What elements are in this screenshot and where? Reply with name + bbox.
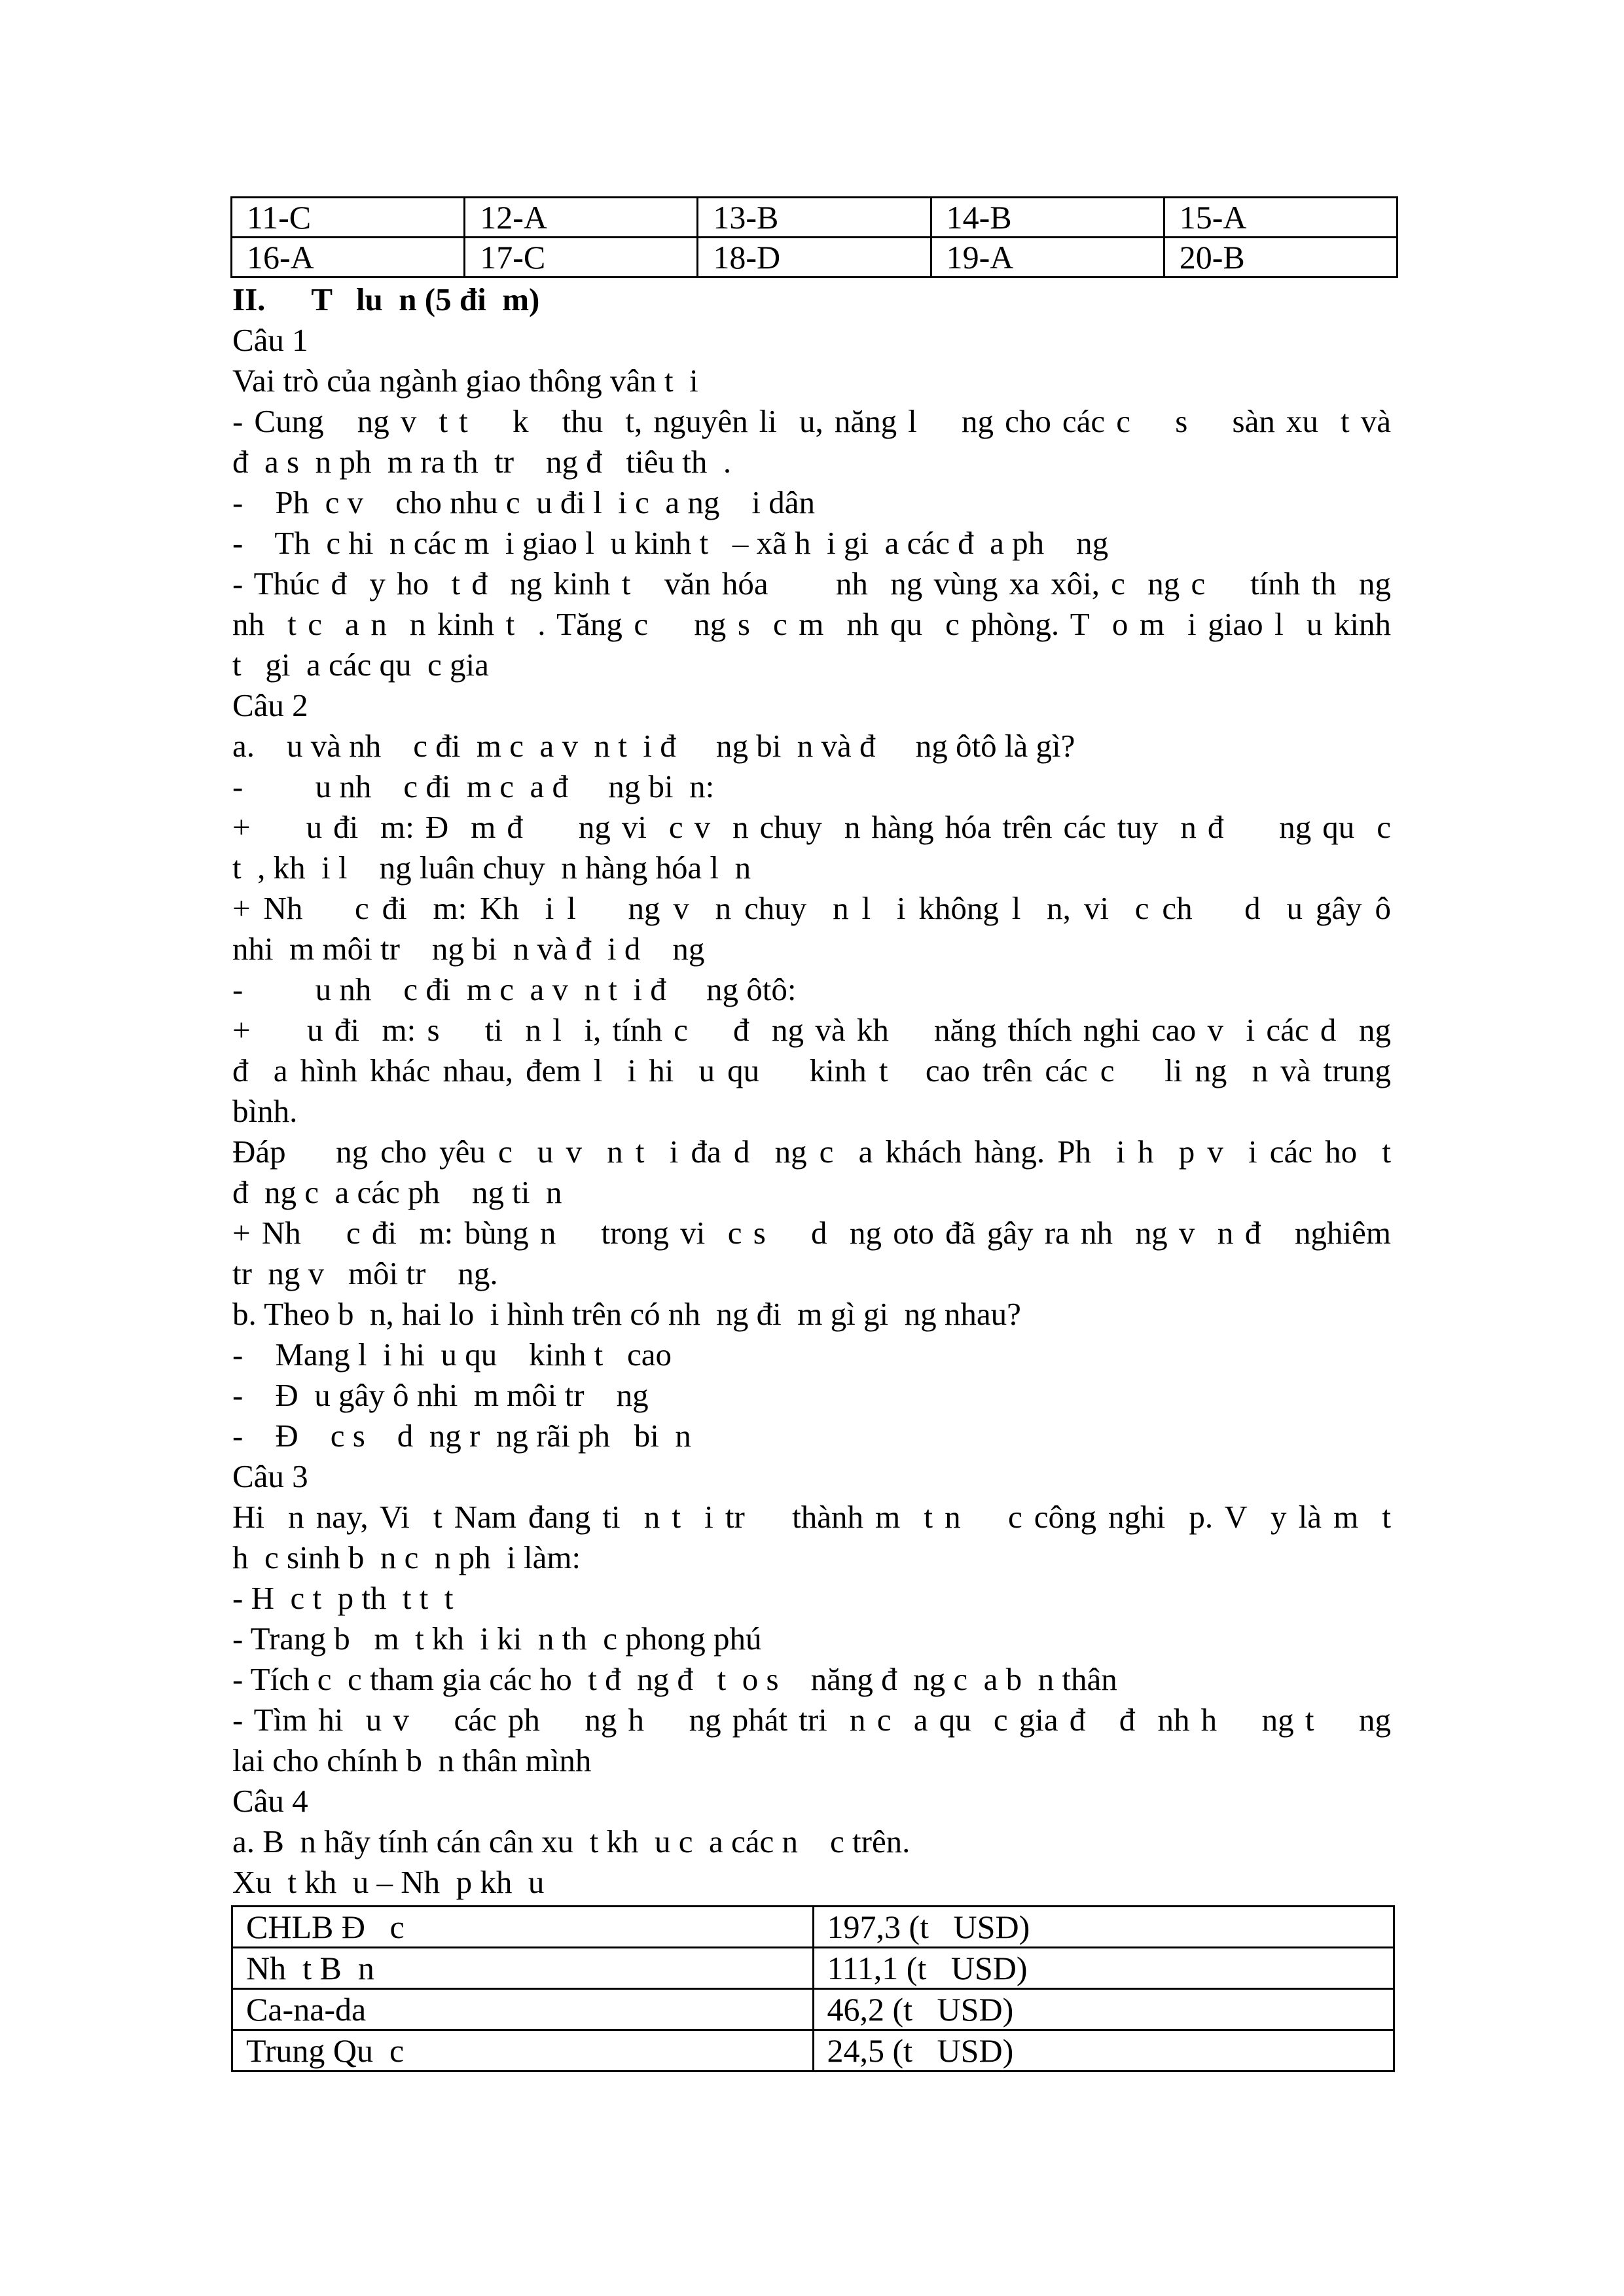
text-line: t gi a các qu c gia (232, 647, 489, 683)
answer-cell: 20-B (1164, 238, 1397, 278)
text-line: - Thúc đ y ho t đ ng kinh t văn hóa nh ng vùng xa xôi, c ng c tính th ng (232, 565, 1391, 601)
text-line: - H c t p th t t t (232, 1580, 454, 1616)
answer-cell: 18-D (698, 238, 931, 278)
section-number: II. (232, 281, 266, 317)
text-line: - Trang b m t kh i ki n th c phong phú (232, 1621, 762, 1657)
text-line: tr ng v môi tr ng. (232, 1255, 498, 1291)
value-cell: 46,2 (t USD) (813, 1989, 1394, 2030)
section-heading (232, 279, 1391, 320)
country-cell: Trung Qu c (232, 2030, 814, 2072)
text-line: Câu 2 (232, 687, 308, 723)
text-line: + u đi m: s ti n l i, tính c đ ng và kh năng thích nghi cao v i các d ng (232, 1012, 1391, 1048)
text-line: Câu 1 (232, 322, 308, 358)
answer-cell: 12-A (465, 198, 698, 238)
text-line: b. Theo b n, hai lo i hình trên có nh ng đi m gì gi ng nhau? (232, 1296, 1021, 1332)
text-line: - Tích c c tham gia các ho t đ ng đ t o s năng đ ng c a b n thân (232, 1661, 1117, 1697)
text-line: - u nh c đi m c a v n t i đ ng ôtô: (232, 971, 797, 1007)
country-cell: Ca-na-da (232, 1989, 814, 2030)
text-line: - Đ c s d ng r ng rãi ph bi n (232, 1418, 691, 1454)
country-cell: CHLB Đ c (232, 1907, 814, 1948)
text-line: nh t c a n n kinh t . Tăng c ng s c m nh qu c phòng. T o m i giao l u kinh (232, 606, 1391, 642)
document-body (232, 320, 1391, 1903)
answer-cell: 11-C (232, 198, 465, 238)
answer-cell: 14-B (931, 198, 1164, 238)
text-line: Hi n nay, Vi t Nam đang ti n t i tr thành m t n c công nghi p. V y là m t (232, 1499, 1391, 1535)
text-line: Đáp ng cho yêu c u v n t i đa d ng c a khách hàng. Ph i h p v i các ho t (232, 1134, 1391, 1170)
text-line: + Nh c đi m: Kh i l ng v n chuy n l i không l n, vi c ch d u gây ô (232, 890, 1391, 926)
document-page (232, 196, 1391, 2072)
table-row (232, 238, 1398, 278)
text-line: nhi m môi tr ng bi n và đ i d ng (232, 931, 705, 967)
answer-cell: 13-B (698, 198, 931, 238)
text-line: bình. (232, 1093, 298, 1129)
answer-cell: 16-A (232, 238, 465, 278)
value-cell: 24,5 (t USD) (813, 2030, 1394, 2072)
text-line: lai cho chính b n thân mình (232, 1742, 592, 1778)
table-row (232, 2030, 1394, 2072)
text-line: - Ph c v cho nhu c u đi l i c a ng i dân (232, 484, 816, 520)
answer-cell: 17-C (465, 238, 698, 278)
text-line: Vai trò của ngành giao thông vân t i (232, 363, 698, 399)
text-line: + u đi m: Đ m đ ng vi c v n chuy n hàng hóa trên các tuy n đ ng qu c (232, 809, 1391, 845)
text-line: đ ng c a các ph ng ti n (232, 1174, 562, 1210)
text-line: đ a hình khác nhau, đem l i hi u qu kinh t cao trên các c li ng n và trung (232, 1052, 1391, 1088)
table-row (232, 1948, 1394, 1989)
text-line: Câu 4 (232, 1783, 308, 1819)
text-line: - Th c hi n các m i giao l u kinh t – xã h i gi a các đ a ph ng (232, 525, 1109, 561)
trade-balance-table (231, 1905, 1395, 2072)
table-row (232, 1907, 1394, 1948)
country-cell: Nh t B n (232, 1948, 814, 1989)
text-line: a. u và nh c đi m c a v n t i đ ng bi n và đ ng ôtô là gì? (232, 728, 1075, 764)
answer-key-table (230, 196, 1398, 278)
text-line: đ a s n ph m ra th tr ng đ tiêu th . (232, 444, 732, 480)
text-line: - u nh c đi m c a đ ng bi n: (232, 768, 715, 804)
value-cell: 111,1 (t USD) (813, 1948, 1394, 1989)
text-line: - Cung ng v t t k thu t, nguyên li u, năng l ng cho các c s sàn xu t và (232, 403, 1391, 439)
value-cell: 197,3 (t USD) (813, 1907, 1394, 1948)
answer-cell: 15-A (1164, 198, 1397, 238)
text-line: - Đ u gây ô nhi m môi tr ng (232, 1377, 649, 1413)
text-line: + Nh c đi m: bùng n trong vi c s d ng oto đã gây ra nh ng v n đ nghiêm (232, 1215, 1391, 1251)
text-line: - Mang l i hi u qu kinh t cao (232, 1336, 672, 1372)
text-line: a. B n hãy tính cán cân xu t kh u c a các n c trên. (232, 1823, 911, 1859)
text-line: Xu t kh u – Nh p kh u (232, 1864, 545, 1900)
text-line: t , kh i l ng luân chuy n hàng hóa l n (232, 850, 751, 886)
text-line: h c sinh b n c n ph i làm: (232, 1539, 581, 1575)
table-row (232, 198, 1398, 238)
text-line: - Tìm hi u v các ph ng h ng phát tri n c a qu c gia đ đ nh h ng t ng (232, 1702, 1391, 1738)
table-row (232, 1989, 1394, 2030)
text-line: Câu 3 (232, 1458, 308, 1494)
section-title: T lu n (5 đi m) (311, 281, 540, 317)
answer-cell: 19-A (931, 238, 1164, 278)
